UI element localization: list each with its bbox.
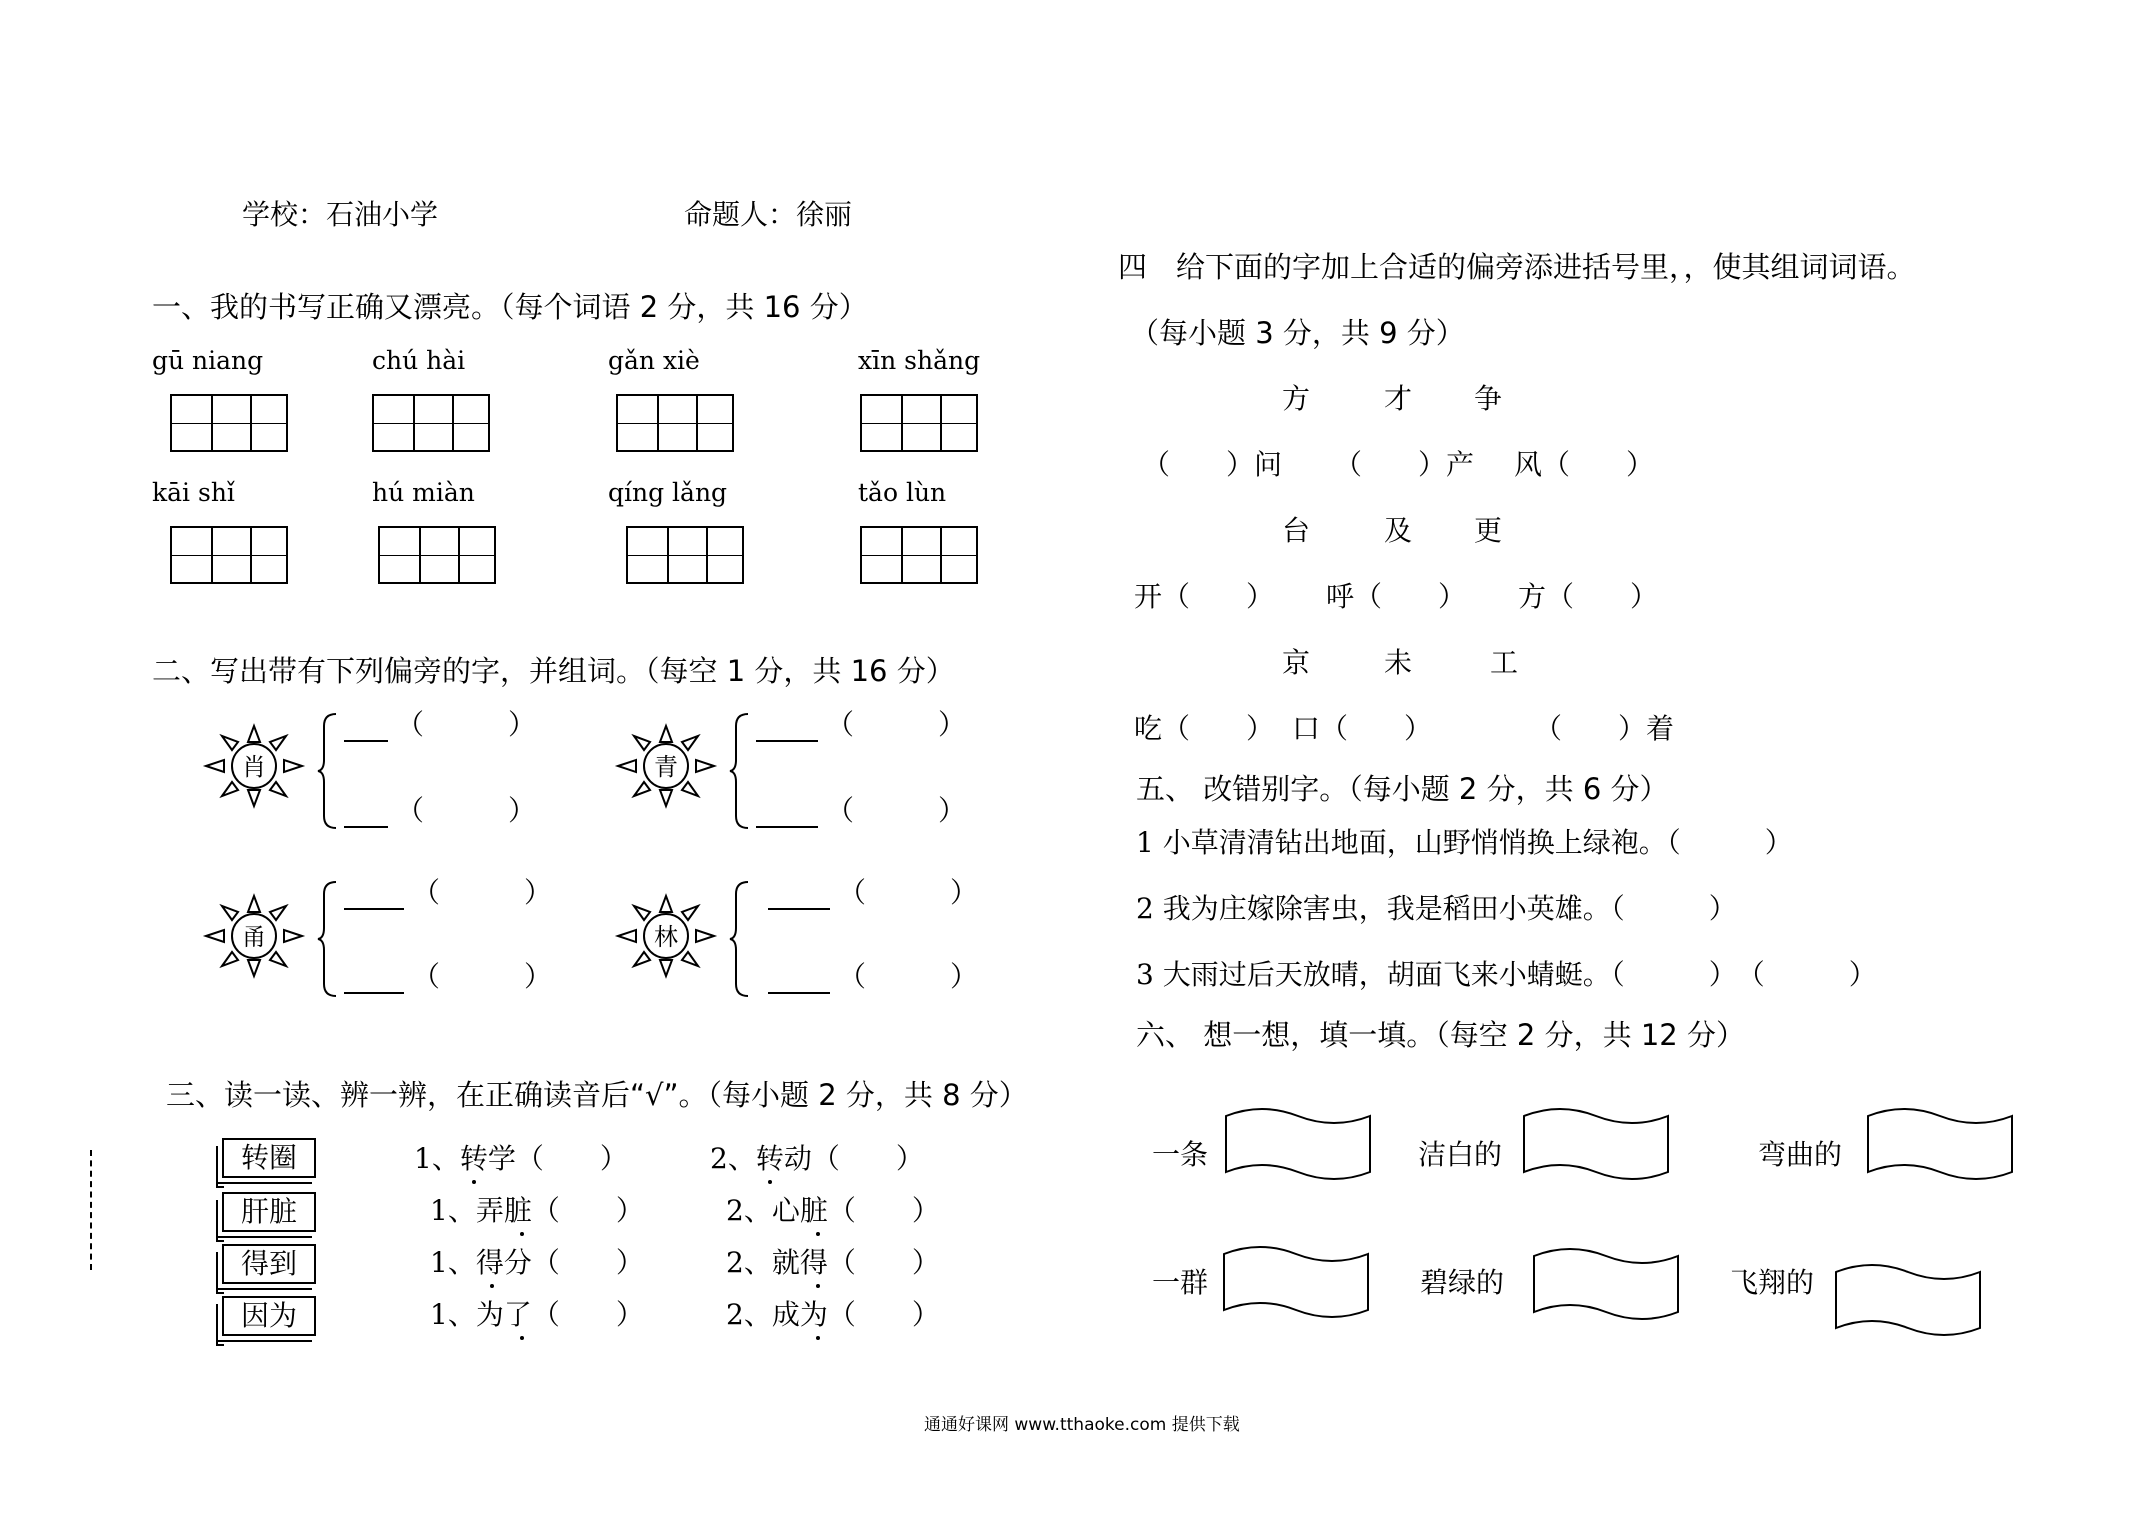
radical-label: 林 (654, 923, 678, 951)
fill-item[interactable]: （ ）着 (1534, 712, 1675, 745)
sun-icon (614, 722, 724, 810)
blank-line[interactable] (344, 992, 404, 994)
blank-line[interactable] (344, 908, 404, 910)
section1-title: 一、我的书写正确又漂亮。（每个词语 2 分，共 16 分） (152, 290, 868, 324)
answer-paren[interactable]: （ ） (826, 794, 967, 827)
scroll-word: 肝脏 (222, 1192, 316, 1232)
correction-item[interactable]: 1 小草清清钻出地面，山野悄悄换上绿袍。（ ） (1136, 826, 1793, 859)
radical-label: 肖 (242, 753, 266, 781)
brace-icon (728, 880, 750, 998)
radical-label: 甬 (242, 923, 266, 951)
section2-title: 二、写出带有下列偏旁的字，并组词。（每空 1 分，共 16 分） (152, 654, 955, 688)
writing-grid[interactable] (170, 526, 288, 584)
given-char: 及 (1384, 514, 1413, 547)
writing-grid[interactable] (860, 526, 978, 584)
blank-line[interactable] (768, 992, 830, 994)
blank-line[interactable] (756, 826, 818, 828)
scroll-word: 因为 (222, 1296, 316, 1336)
fill-item[interactable]: （ ）问 (1142, 448, 1283, 481)
pinyin-5: kāi shǐ (152, 478, 235, 507)
option-a[interactable]: 1、为了（ ） (430, 1298, 644, 1331)
brace-icon (316, 880, 338, 998)
given-char: 争 (1474, 382, 1503, 415)
pronunciation-dot (472, 1180, 476, 1184)
given-char: 更 (1474, 514, 1503, 547)
pronunciation-dot (490, 1284, 494, 1288)
pronunciation-dot (768, 1180, 772, 1184)
pronunciation-dot (816, 1336, 820, 1340)
given-char: 方 (1282, 382, 1311, 415)
fill-item[interactable]: 开（ ） (1134, 580, 1275, 613)
option-b[interactable]: 2、就得（ ） (726, 1246, 940, 1279)
brace-icon (316, 712, 338, 830)
correction-item[interactable]: 3 大雨过后天放晴，胡面飞来小蜻蜓。（ ） （ ） (1136, 958, 1877, 991)
fill-item[interactable]: 吃（ ） (1134, 712, 1275, 745)
fill-item[interactable]: 风（ ） (1514, 448, 1655, 481)
banner-answer-box[interactable] (1220, 1242, 1372, 1322)
pinyin-1: gū niang (152, 346, 264, 375)
phrase-label: 碧绿的 (1420, 1266, 1505, 1299)
pinyin-4: xīn shǎng (858, 346, 981, 375)
option-b[interactable]: 2、心脏（ ） (726, 1194, 940, 1227)
school-label: 学校：石油小学 (242, 198, 439, 231)
answer-paren[interactable]: （ ） (838, 876, 979, 909)
blank-line[interactable] (768, 908, 830, 910)
scroll-word: 得到 (222, 1244, 316, 1284)
fill-item[interactable]: 方（ ） (1518, 580, 1659, 613)
phrase-label: 一条 (1152, 1138, 1209, 1171)
given-char: 未 (1384, 646, 1413, 679)
given-char: 京 (1282, 646, 1311, 679)
given-char: 工 (1490, 646, 1519, 679)
blank-line[interactable] (756, 740, 818, 742)
answer-paren[interactable]: （ ） (396, 794, 537, 827)
banner-answer-box[interactable] (1222, 1104, 1374, 1184)
blank-line[interactable] (344, 740, 388, 742)
brace-icon (728, 712, 750, 830)
phrase-label: 一群 (1152, 1266, 1209, 1299)
author-label: 命题人：徐丽 (684, 198, 853, 231)
pinyin-2: chú hài (372, 346, 466, 375)
section5-title: 五、 改错别字。（每小题 2 分，共 6 分） (1136, 772, 1669, 806)
fill-item[interactable]: 呼（ ） (1326, 580, 1467, 613)
pinyin-7: qíng lǎng (608, 478, 728, 507)
sun-icon (614, 892, 724, 980)
answer-paren[interactable]: （ ） (412, 960, 553, 993)
answer-paren[interactable]: （ ） (396, 708, 537, 741)
section4-title: 四 给下面的字加上合适的偏旁添进括号里，，使其组词词语。 (1118, 250, 1916, 284)
option-a[interactable]: 1、弄脏（ ） (430, 1194, 644, 1227)
answer-paren[interactable]: （ ） (838, 960, 979, 993)
banner-answer-box[interactable] (1864, 1104, 2016, 1184)
phrase-label: 飞翔的 (1730, 1266, 1815, 1299)
option-a[interactable]: 1、得分（ ） (430, 1246, 644, 1279)
sun-icon (202, 892, 312, 980)
footer-text: 通通好课网 www.tthaoke.com 提供下载 (924, 1415, 1240, 1435)
pronunciation-dot (816, 1284, 820, 1288)
given-char: 台 (1282, 514, 1311, 547)
section6-title: 六、 想一想，填一填。（每空 2 分，共 12 分） (1136, 1018, 1745, 1052)
margin-line (90, 1150, 94, 1270)
option-b[interactable]: 2、转动（ ） (710, 1142, 924, 1175)
blank-line[interactable] (344, 826, 388, 828)
section4-subtitle: （每小题 3 分，共 9 分） (1130, 316, 1465, 350)
writing-grid[interactable] (616, 394, 734, 452)
writing-grid[interactable] (378, 526, 496, 584)
phrase-label: 洁白的 (1418, 1138, 1503, 1171)
answer-paren[interactable]: （ ） (826, 708, 967, 741)
banner-answer-box[interactable] (1832, 1260, 1984, 1340)
option-b[interactable]: 2、成为（ ） (726, 1298, 940, 1331)
banner-answer-box[interactable] (1530, 1244, 1682, 1324)
option-a[interactable]: 1、转学（ ） (414, 1142, 628, 1175)
pinyin-8: tǎo lùn (858, 478, 947, 507)
writing-grid[interactable] (626, 526, 744, 584)
radical-label: 青 (654, 753, 678, 781)
section3-title: 三、读一读、辨一辨，在正确读音后“√”。（每小题 2 分，共 8 分） (166, 1078, 1028, 1112)
writing-grid[interactable] (860, 394, 978, 452)
correction-item[interactable]: 2 我为庄嫁除害虫，我是稻田小英雄。（ ） (1136, 892, 1737, 925)
scroll-word: 转圈 (222, 1138, 316, 1178)
fill-item[interactable]: （ ）产 (1334, 448, 1475, 481)
pinyin-6: hú miàn (372, 478, 475, 507)
pronunciation-dot (520, 1232, 524, 1236)
pronunciation-dot (816, 1232, 820, 1236)
phrase-label: 弯曲的 (1758, 1138, 1843, 1171)
answer-paren[interactable]: （ ） (412, 876, 553, 909)
sun-icon (202, 722, 312, 810)
banner-answer-box[interactable] (1520, 1104, 1672, 1184)
fill-item[interactable]: 口（ ） (1292, 712, 1433, 745)
writing-grid[interactable] (170, 394, 288, 452)
pronunciation-dot (520, 1336, 524, 1340)
writing-grid[interactable] (372, 394, 490, 452)
given-char: 才 (1384, 382, 1413, 415)
pinyin-3: gǎn xiè (608, 346, 700, 375)
